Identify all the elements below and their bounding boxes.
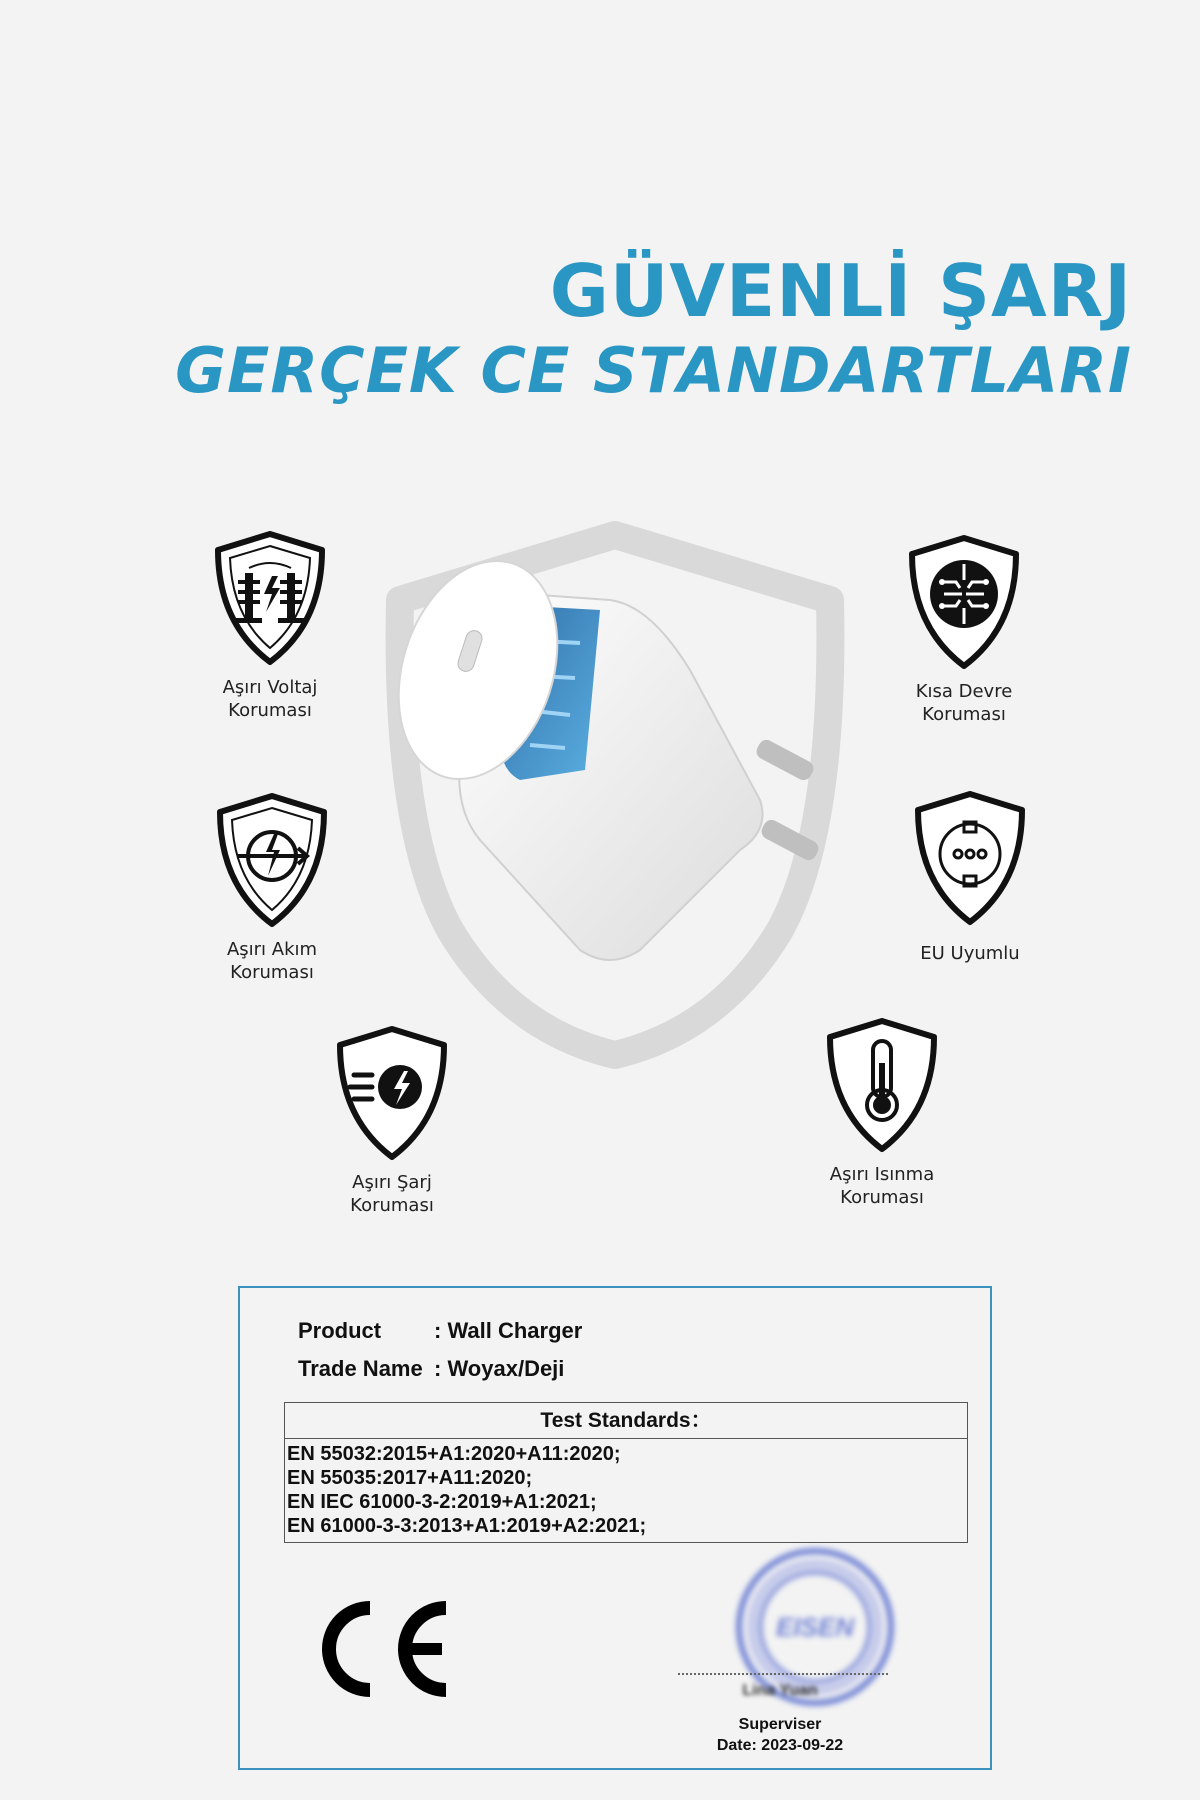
feature-over-charge bbox=[292, 1023, 492, 1217]
high-voltage-tower-icon bbox=[210, 528, 330, 668]
test-standards-title: Test Standards： bbox=[285, 1403, 967, 1439]
product-row bbox=[298, 1318, 582, 1344]
signature-line bbox=[678, 1673, 888, 1675]
feature-over-voltage bbox=[170, 528, 370, 722]
trade-name-row bbox=[298, 1356, 564, 1382]
feature-label-line2: Koruması bbox=[350, 1195, 434, 1216]
signer-role: Superviser bbox=[738, 1716, 822, 1733]
current-flow-icon bbox=[212, 790, 332, 930]
feature-label-line1: Aşırı Akım bbox=[226, 939, 318, 960]
plug-pin bbox=[754, 737, 816, 783]
feature-eu-compatible bbox=[870, 788, 1070, 965]
feature-label-line2: Koruması bbox=[228, 700, 312, 721]
feature-label-line1: Kısa Devre bbox=[915, 681, 1013, 702]
standard-item: EN 55032:2015+A1:2020+A11:2020; bbox=[287, 1443, 621, 1465]
fast-charge-bolt-icon bbox=[332, 1023, 452, 1163]
certificate-date: Date: 2023-09-22 bbox=[716, 1737, 844, 1754]
headline-title: GÜVENLİ ŞARJ bbox=[549, 249, 1132, 333]
eu-socket-icon bbox=[910, 788, 1030, 928]
signer-name: Lina Yuan bbox=[742, 1682, 818, 1699]
feature-label-line1: Aşırı Voltaj bbox=[222, 677, 318, 698]
thermometer-icon bbox=[822, 1015, 942, 1155]
feature-label-line2: Koruması bbox=[840, 1187, 924, 1208]
feature-over-heat bbox=[782, 1015, 982, 1209]
standard-item: EN IEC 61000-3-2:2019+A1:2021; bbox=[287, 1491, 597, 1513]
feature-label-line1: Aşırı Şarj bbox=[352, 1172, 432, 1193]
standard-item: EN 61000-3-3:2013+A1:2019+A2:2021; bbox=[287, 1515, 647, 1537]
ce-mark-icon bbox=[318, 1594, 458, 1704]
circuit-chip-icon bbox=[904, 532, 1024, 672]
trade-name-label: Trade Name bbox=[298, 1356, 423, 1381]
stamp-text: EISEN bbox=[775, 1612, 855, 1642]
test-standards-table bbox=[284, 1402, 968, 1543]
headline-subtitle: GERÇEK CE STANDARTLARI bbox=[175, 334, 1132, 407]
product-value: : Wall Charger bbox=[434, 1318, 583, 1343]
product-label: Product bbox=[298, 1318, 382, 1343]
trade-name-value: : Woyax/Deji bbox=[434, 1356, 565, 1381]
feature-label-line2: Koruması bbox=[230, 962, 314, 983]
test-standards-list bbox=[285, 1439, 967, 1542]
feature-label-line2: Koruması bbox=[922, 704, 1006, 725]
feature-label-line1: Aşırı Isınma bbox=[829, 1164, 935, 1185]
feature-short-circuit bbox=[864, 532, 1064, 726]
ce-certificate bbox=[238, 1286, 992, 1770]
feature-label-line1: EU Uyumlu bbox=[920, 943, 1020, 964]
standard-item: EN 55035:2017+A11:2020; bbox=[287, 1467, 533, 1489]
feature-over-current bbox=[172, 790, 372, 984]
